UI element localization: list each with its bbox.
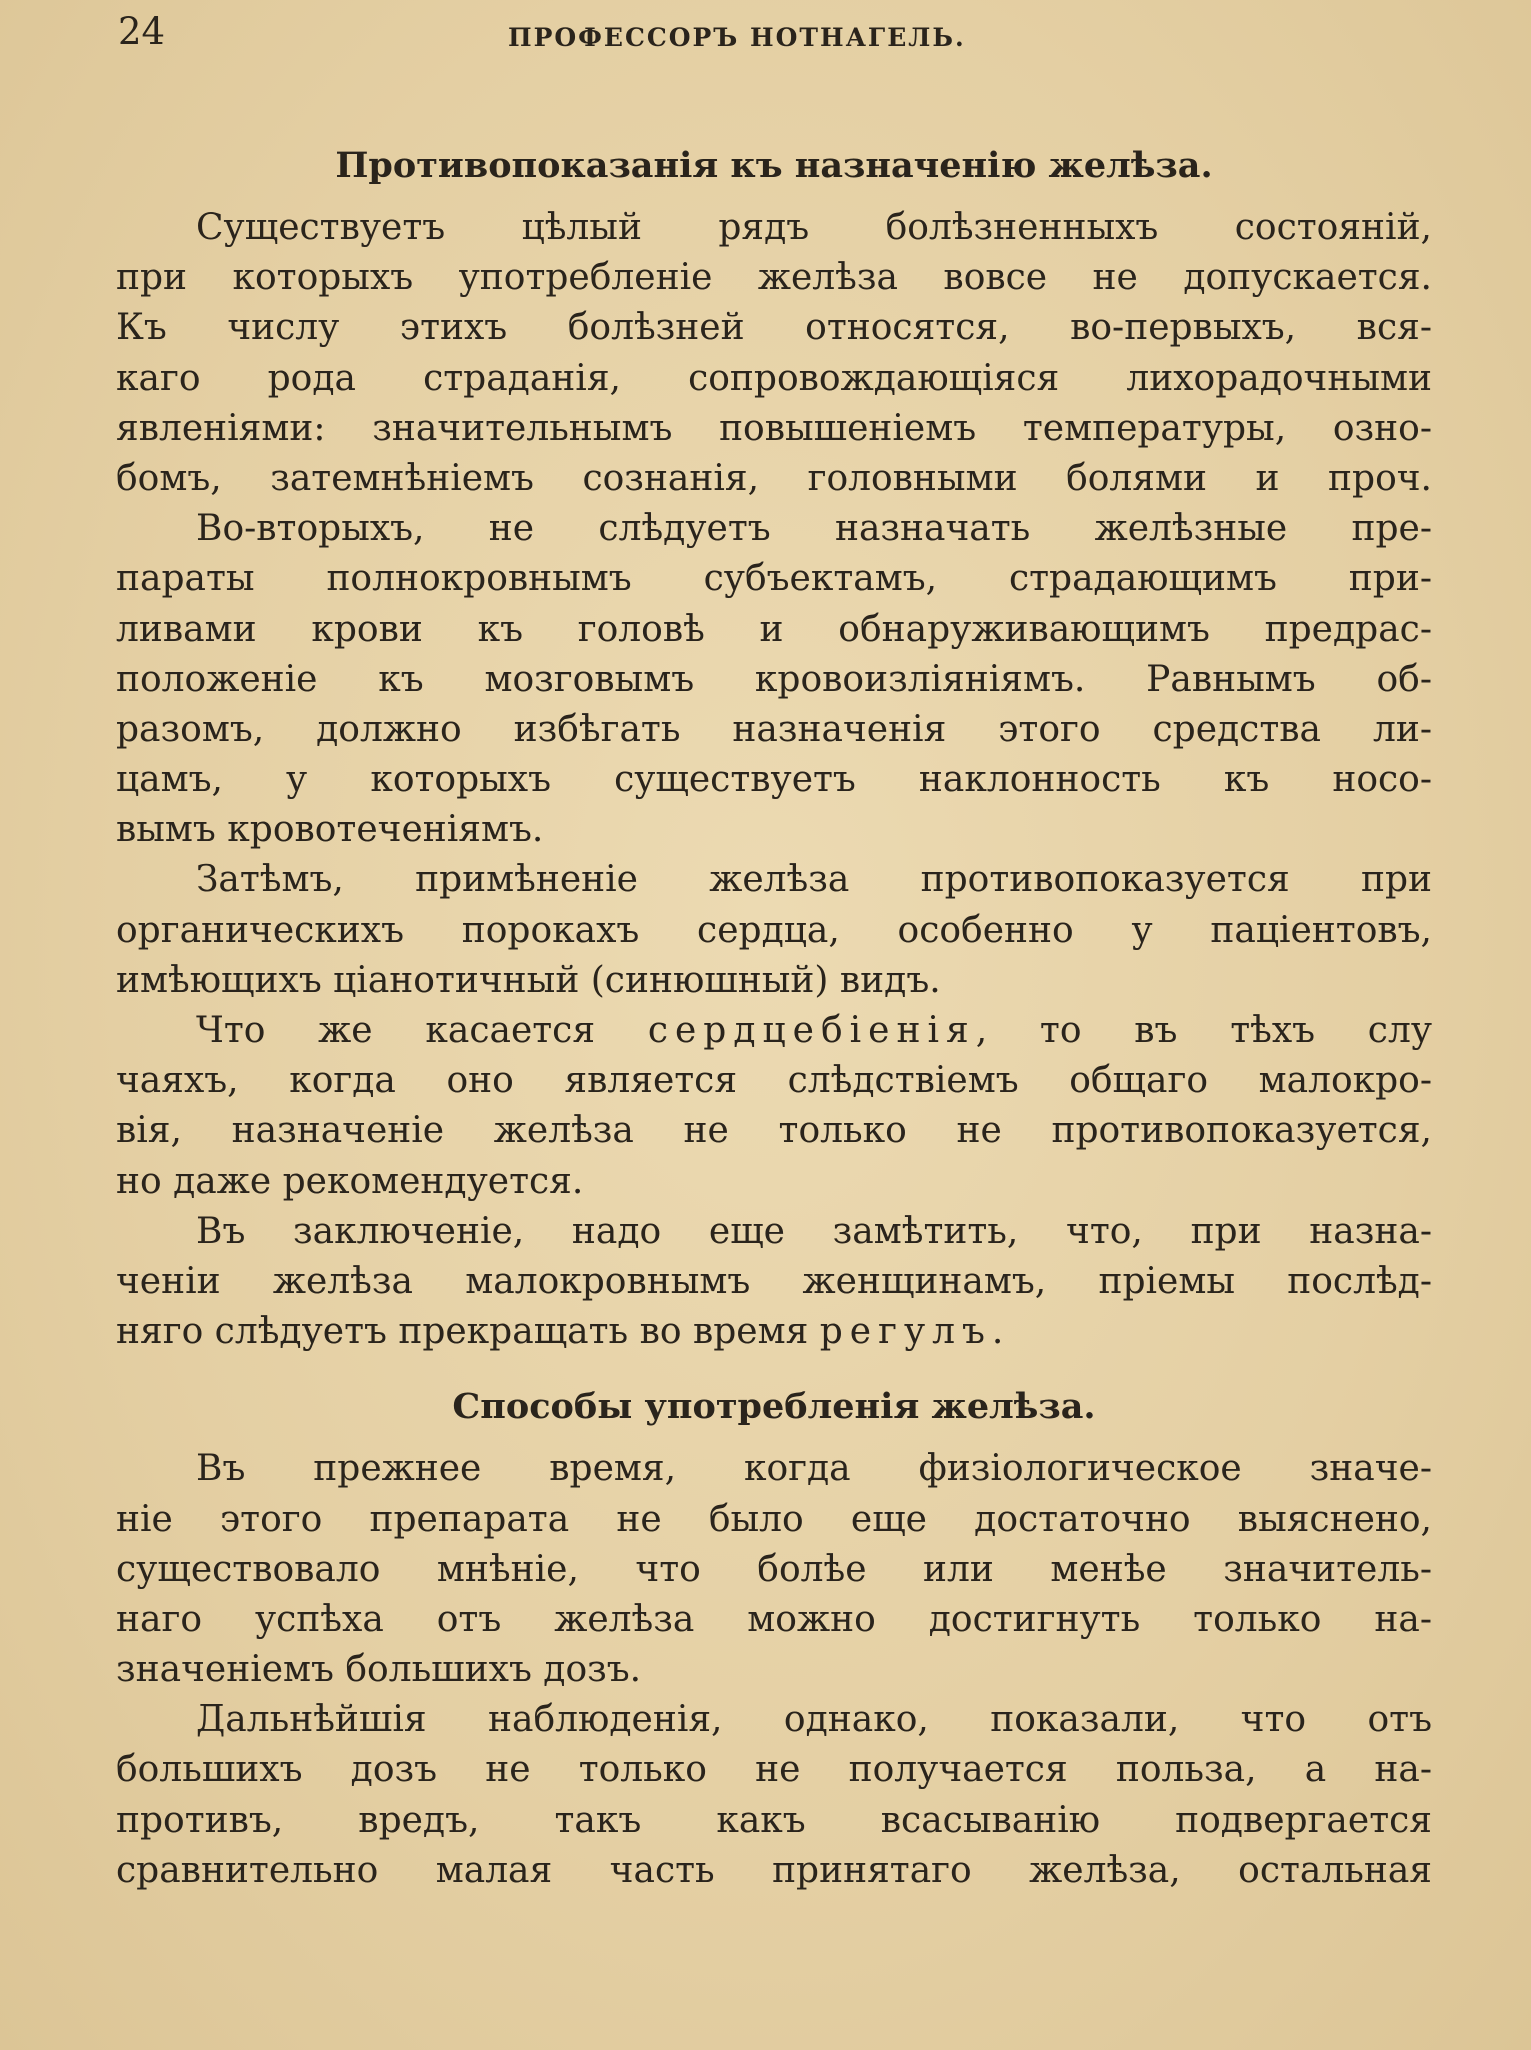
- text-line: бомъ, затемнѣніемъ сознанія, головными болями и проч.: [116, 457, 1432, 499]
- text-segment: .: [991, 1311, 1004, 1353]
- text-line: параты полнокровнымъ субъектамъ, страдающимъ при-: [116, 558, 1432, 600]
- emphasized-word: сердцебіенія: [647, 1010, 976, 1051]
- text-line: существовало мнѣніе, что болѣе или менѣе значитель-: [116, 1548, 1432, 1590]
- text-line: разомъ, должно избѣгать назначенія этого средства ли-: [116, 708, 1432, 750]
- text-line: Затѣмъ, примѣненіе желѣза противопоказуется при: [196, 859, 1432, 901]
- text-line: Существуетъ цѣлый рядъ болѣзненныхъ состояній,: [196, 207, 1432, 248]
- text-line: Въ прежнее время, когда физіологическое значе-: [196, 1448, 1432, 1490]
- text-line: каго рода страданія, сопровождающіяся лихорадочными: [116, 357, 1432, 399]
- text-line: наго успѣха отъ желѣза можно достигнуть только на-: [116, 1598, 1432, 1640]
- text-line: цамъ, у которыхъ существуетъ наклонность къ носо-: [116, 759, 1432, 801]
- text-line: имѣющихъ ціанотичный (синюшный) видъ.: [116, 959, 941, 1001]
- text-line: [116, 1006, 1432, 1056]
- section-heading-methods: Способы употребленія желѣза.: [452, 1386, 1096, 1428]
- text-line: но даже рекомендуется.: [116, 1160, 584, 1202]
- text-line: Дальнѣйшія наблюденія, однако, показали, что отъ: [196, 1699, 1432, 1741]
- text-line: [116, 1307, 1432, 1357]
- emphasized-word: регулъ: [819, 1311, 992, 1353]
- text-line: вія, назначеніе желѣза не только не противопоказуется,: [116, 1110, 1432, 1152]
- text-line: Во-вторыхъ, не слѣдуетъ назначать желѣзные пре-: [196, 508, 1432, 550]
- text-line: вымъ кровотеченіямъ.: [116, 809, 544, 851]
- text-line: противъ, вредъ, такъ какъ всасыванію подвергается: [116, 1799, 1432, 1841]
- text-segment: , то въ тѣхъ слу: [975, 1010, 1433, 1051]
- text-line: ніе этого препарата не было еще достаточно выяснено,: [116, 1498, 1432, 1540]
- text-line: явленіями: значительнымъ повышеніемъ температуры, озно-: [116, 407, 1432, 449]
- text-line: органическихъ порокахъ сердца, особенно у паціентовъ,: [116, 909, 1432, 951]
- text-line: положеніе къ мозговымъ кровоизліяніямъ. Равнымъ об-: [116, 658, 1432, 700]
- page-header: [118, 10, 1428, 60]
- text-line: чаяхъ, когда оно является слѣдствіемъ общаго малокро-: [116, 1060, 1432, 1102]
- page-body: [116, 128, 1432, 1896]
- text-segment: няго слѣдуетъ прекращать во время: [116, 1311, 809, 1353]
- text-line: Къ числу этихъ болѣзней относятся, во-первыхъ, вся-: [116, 307, 1432, 349]
- page-number: 24: [118, 10, 166, 53]
- section-heading-contraindications: Противопоказанія къ назначенію желѣза.: [335, 145, 1213, 186]
- text-line: Въ заключеніе, надо еще замѣтить, что, при назна-: [196, 1210, 1432, 1252]
- text-line: ливами крови къ головѣ и обнаруживающимъ предрас-: [116, 608, 1432, 650]
- text-line: большихъ дозъ не только не получается польза, а на-: [116, 1749, 1432, 1791]
- running-head: ПРОФЕССОРЪ НОТНАГЕЛЬ.: [508, 23, 966, 52]
- text-line: сравнительно малая часть принятаго желѣза, остальная: [116, 1849, 1432, 1891]
- text-line: при которыхъ употребленіе желѣза вовсе не допускается.: [116, 257, 1432, 299]
- text-line: значеніемъ большихъ дозъ.: [116, 1649, 642, 1691]
- text-line: ченіи желѣза малокровнымъ женщинамъ, пріемы послѣд-: [116, 1260, 1432, 1302]
- text-segment: Что же касается: [196, 1010, 596, 1051]
